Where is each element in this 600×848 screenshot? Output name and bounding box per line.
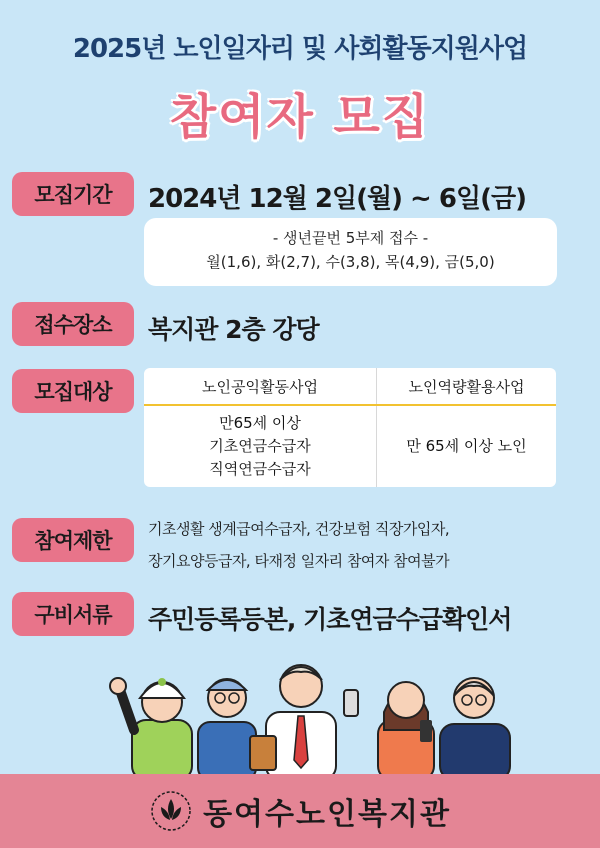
documents-value: 주민등록등본, 기초연금수급확인서 <box>148 605 512 634</box>
note-days: 월(1,6), 화(2,7), 수(3,8), 목(4,9), 금(5,0) <box>206 253 495 271</box>
office-worker-figure <box>250 665 358 780</box>
restriction-label: 참여제한 <box>12 518 134 562</box>
documents-label: 구비서류 <box>12 592 134 636</box>
poster-subtitle: 2025년 노인일자리 및 사회활동지원사업 <box>72 34 528 64</box>
restriction-line: 기초생활 생계급여수급자, 건강보험 직장가입자, <box>148 520 450 538</box>
footer-banner <box>0 774 600 848</box>
target-line: 만65세 이상 <box>219 414 301 432</box>
target-cell-public <box>144 405 377 487</box>
period-value: 2024년 12월 2일(월) ~ 6일(금) <box>148 184 526 214</box>
period-label: 모집기간 <box>12 172 134 216</box>
target-line: 기초연금수급자 <box>209 437 311 455</box>
organization-name: 동여수노인복지관 <box>203 797 451 832</box>
restriction-line: 장기요양등급자, 타재정 일자리 참여자 참여불가 <box>148 552 450 570</box>
lotus-logo-icon <box>149 789 193 833</box>
woman-figure <box>378 682 434 780</box>
worker-figure <box>110 678 192 780</box>
seniors-illustration <box>90 650 530 780</box>
poster-title: 참여자 모집 <box>169 89 431 145</box>
grandfather-figure <box>440 678 510 780</box>
restriction-text <box>148 513 449 577</box>
target-cell-capacity: 만 65세 이상 노인 <box>377 405 557 487</box>
five-day-rotation-note <box>144 218 557 286</box>
overalls-figure <box>198 679 256 780</box>
target-column-header: 노인역량활용사업 <box>377 368 557 405</box>
place-value: 복지관 2층 강당 <box>148 315 319 344</box>
target-label: 모집대상 <box>12 369 134 413</box>
target-line: 직역연금수급자 <box>209 460 311 478</box>
target-column-header: 노인공익활동사업 <box>144 368 377 405</box>
note-title: - 생년끝번 5부제 접수 - <box>272 229 429 247</box>
target-table <box>144 368 556 487</box>
place-label: 접수장소 <box>12 302 134 346</box>
